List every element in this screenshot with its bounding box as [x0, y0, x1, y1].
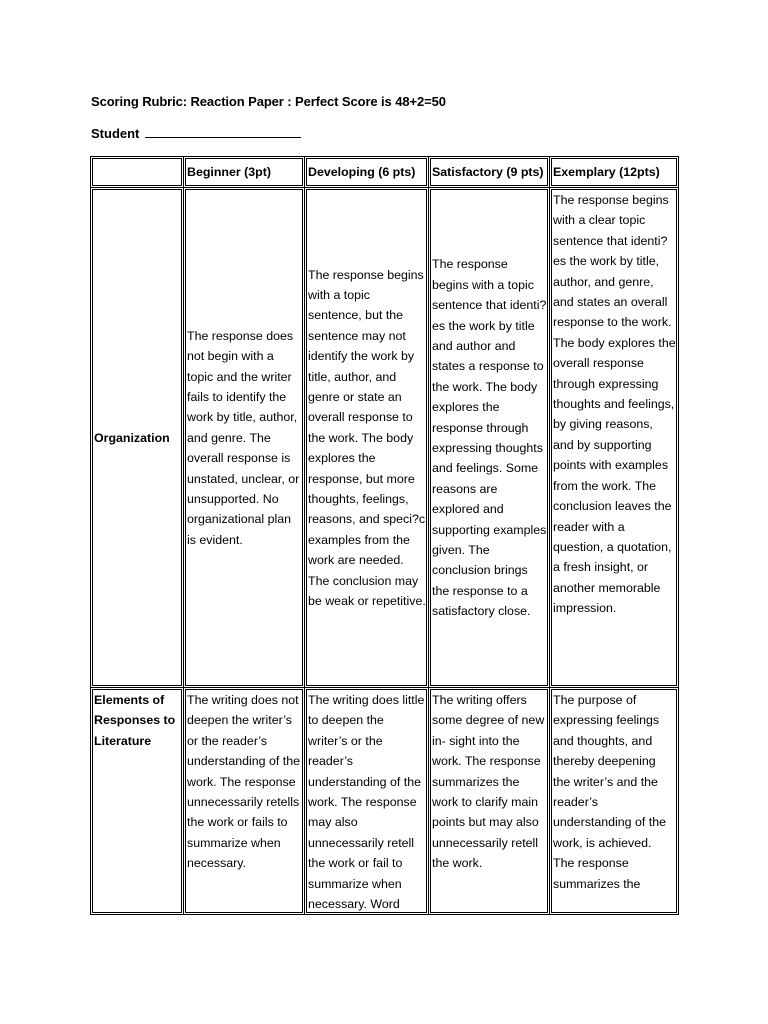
cell-elements-exemplary: The purpose of expressing feelings and thoughts, and thereby deepening the writer’s and the reader’s understanding of the work, is achieved. The response summarizes the	[550, 688, 679, 915]
cell-organization-satisfactory: The response begins with a topic sentence that identi?es the work by title and author and states a response to the work. The body explores the response through expressing thoughts and feelings. Some reasons are explored and supporting examples given. The conclusion brings the response to a satisfactory close.	[429, 188, 550, 688]
criterion-organization: Organization	[91, 188, 184, 688]
cell-organization-exemplary: The response begins with a clear topic sentence that identi?es the work by title, author, and genre, and states an overall response to the work. The body explores the overall response through expressing thoughts and feelings, by giving reasons, and by supporting points with examples from the work. The conclusion leaves the reader with a question, a quotation, a fresh insight, or another memorable impression.	[550, 188, 679, 688]
student-label: Student	[91, 126, 140, 141]
student-name-blank	[145, 125, 301, 138]
scoring-rubric-table	[90, 156, 679, 915]
header-exemplary: Exemplary (12pts)	[550, 157, 679, 188]
header-blank-cell	[91, 157, 184, 188]
header-satisfactory: Satisfactory (9 pts)	[429, 157, 550, 188]
student-name-field	[91, 125, 301, 141]
cell-organization-developing: The response begins with a topic sentence, but the sentence may not identify the work by title, author, and genre or state an overall response to the work. The body explores the response, but more thoughts, feelings, reasons, and speci?c examples from the work are needed. The conclusion may be weak or repetitive.	[305, 188, 429, 688]
cell-elements-satisfactory: The writing offers some degree of new in- sight into the work. The response summarizes the work to clarify main points but may also unnecessarily retell the work.	[429, 688, 550, 915]
header-developing: Developing (6 pts)	[305, 157, 429, 188]
cell-organization-beginner: The response does not begin with a topic and the writer fails to identify the work by title, author, and genre. The overall response is unstated, unclear, or unsupported. No organizational plan is evident.	[184, 188, 305, 688]
document-title: Scoring Rubric: Reaction Paper : Perfect Score is 48+2=50	[91, 94, 446, 109]
table-header-row	[91, 157, 679, 188]
cell-elements-developing: The writing does little to deepen the writer’s or the reader’s understanding of the work. The response may also unnecessarily retell the work or fail to summarize when necessary. Word	[305, 688, 429, 915]
header-beginner: Beginner (3pt)	[184, 157, 305, 188]
table-row	[91, 688, 679, 915]
table-row	[91, 188, 679, 688]
cell-elements-beginner: The writing does not deepen the writer’s or the reader’s understanding of the work. The response unnecessarily retells the work or fails to summarize when necessary.	[184, 688, 305, 915]
criterion-elements-of-responses: Elements of Responses to Literature	[91, 688, 184, 915]
